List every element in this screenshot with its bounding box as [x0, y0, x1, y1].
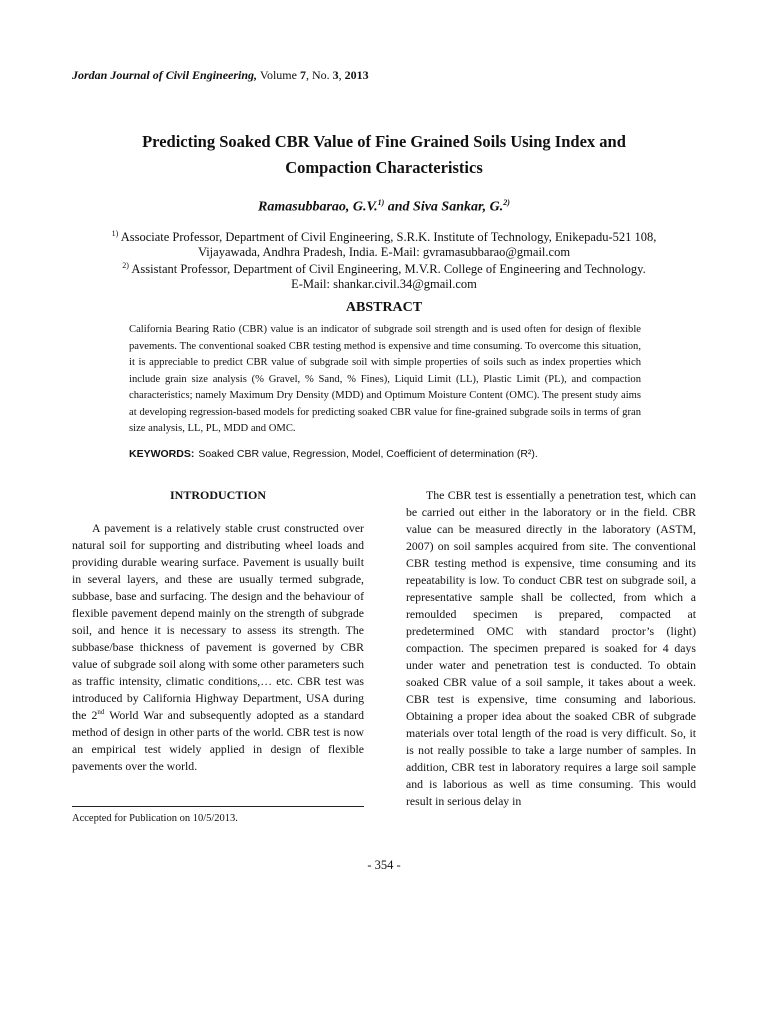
- author-1-mark: 1): [377, 198, 385, 207]
- abstract-text: California Bearing Ratio (CBR) value is an indicator of subgrade soil strength and is used often for design of flexible pavements. The conventional soaked CBR testing method is expensive and time consuming. To overcome this situation, it is appreciable to predict CBR value of subgrade soil with simple properties of soils such as index properties which include grain size analysis (% Gravel, % Sand, % Fines), Liquid Limit (LL), Plastic Limit (PL), and compaction characteristics; namely Maximum Dry Density (MDD) and Optimum Moisture Content (OMC). The present study aims at developing regression-based models for predicting soaked CBR value for fine-grained subgrade soils in terms of gran size analysis, LL, PL, MDD and OMC.: [129, 324, 641, 434]
- affiliation-2-mark: 2): [122, 261, 129, 271]
- journal-header: Jordan Journal of Civil Engineering, Volume 7, No. 3, 2013: [72, 68, 369, 82]
- authors: [60, 198, 708, 216]
- introduction-heading: INTRODUCTION: [169, 488, 266, 502]
- author-1: Ramasubbarao, G.V.: [258, 199, 378, 215]
- author-2: and Siva Sankar, G.: [387, 199, 504, 215]
- affiliation-1-mark: 1): [111, 229, 119, 238]
- abstract-heading: ABSTRACT: [345, 300, 423, 315]
- affiliation-2-line-2: E-Mail: shankar.civil.34@gmail.com: [291, 276, 477, 291]
- affiliations: [60, 227, 708, 291]
- issue-label: No.: [311, 68, 330, 82]
- footnote: Accepted for Publication on 10/5/2013.: [72, 813, 238, 824]
- right-column: [406, 487, 696, 810]
- keywords-label: KEYWORDS:: [129, 448, 195, 460]
- volume-number: 7: [299, 68, 306, 82]
- paper-title: [60, 129, 708, 181]
- intro-paragraph-2: The CBR test is essentially a penetration test, which can be carried out either in the laboratory or in the field. CBR value can be measured directly in the laboratory (ASTM, 2007) on soil samples acquired from site. The conventional CBR testing method is expensive, time consuming and its repeatability is low. To conduct CBR test on subgrade soil, a representative sample shall be collected, from which a remoulded specimen is prepared, compacted at predetermined OMC with standard proctor’s (light) compaction. The specimen prepared is soaked for 4 days under water and penetration test is conducted. To obtain soaked CBR value of a soil sample, it takes about a week. CBR test is expensive, time consuming and laborious. Obtaining a proper idea about the soaked CBR of subgrade materials over total length of the road is very difficult. So, it is not really possible to take a large number of samples. In addition, CBR test in laboratory requires a large soil sample and is laborious as well as time consuming. This would result in serious delay in: [406, 488, 696, 808]
- affiliation-2-line-1: $^{2)}$ Assistant Professor, Department of Civil Engineering, M.V.R. College of Engineering and Technology.: [122, 261, 646, 277]
- keywords-text: Soaked CBR value, Regression, Model, Coefficient of determination (R²).: [198, 448, 538, 460]
- journal-name: Jordan Journal of Civil Engineering,: [72, 68, 258, 82]
- affiliation-1-line-2: Vijayawada, Andhra Pradesh, India. E-Mail: gvramasubbarao@gmail.com: [197, 244, 571, 259]
- footnote-rule: [72, 806, 364, 807]
- keywords: [129, 448, 641, 460]
- intro-paragraph-1: A pavement is a relatively stable crust constructed over natural soil for supporting and distributing wheel loads and providing durable wearing surface. Pavement is usually built in several layers, and these are usually termed subgrade, subbase, base and surfacing. The design and the behaviour of flexible pavement depend mainly on the strength of subgrade soil, and hence it is necessary to assess its strength. The subbase/base thickness of pavement is governed by CBR value of subgrade soil along with some other parameters such as traffic intensity, climatic conditions,… etc. CBR test was introduced by California Highway Department, USA during the 2nd World War and subsequently adopted as a standard method of design in other parts of the world. CBR test is now an empirical test widely applied in design of flexible pavements over the world.: [72, 521, 364, 773]
- author-2-mark: 2): [503, 198, 510, 207]
- affiliation-1-line-1: $^{1)}$ Associate Professor, Department of Civil Engineering, S.R.K. Institute of Technology, Enikepadu-521 108,: [111, 229, 657, 245]
- left-column: [72, 520, 364, 775]
- ordinal-superscript: nd: [97, 708, 105, 717]
- title-line-2: Compaction Characteristics: [285, 158, 483, 177]
- title-line-1: Predicting Soaked CBR Value of Fine Grained Soils Using Index and: [142, 132, 626, 151]
- issue-number: 3: [332, 68, 339, 82]
- volume-label: Volume: [259, 68, 297, 82]
- year: 2013: [344, 68, 369, 82]
- page-number: - 354 -: [367, 858, 401, 872]
